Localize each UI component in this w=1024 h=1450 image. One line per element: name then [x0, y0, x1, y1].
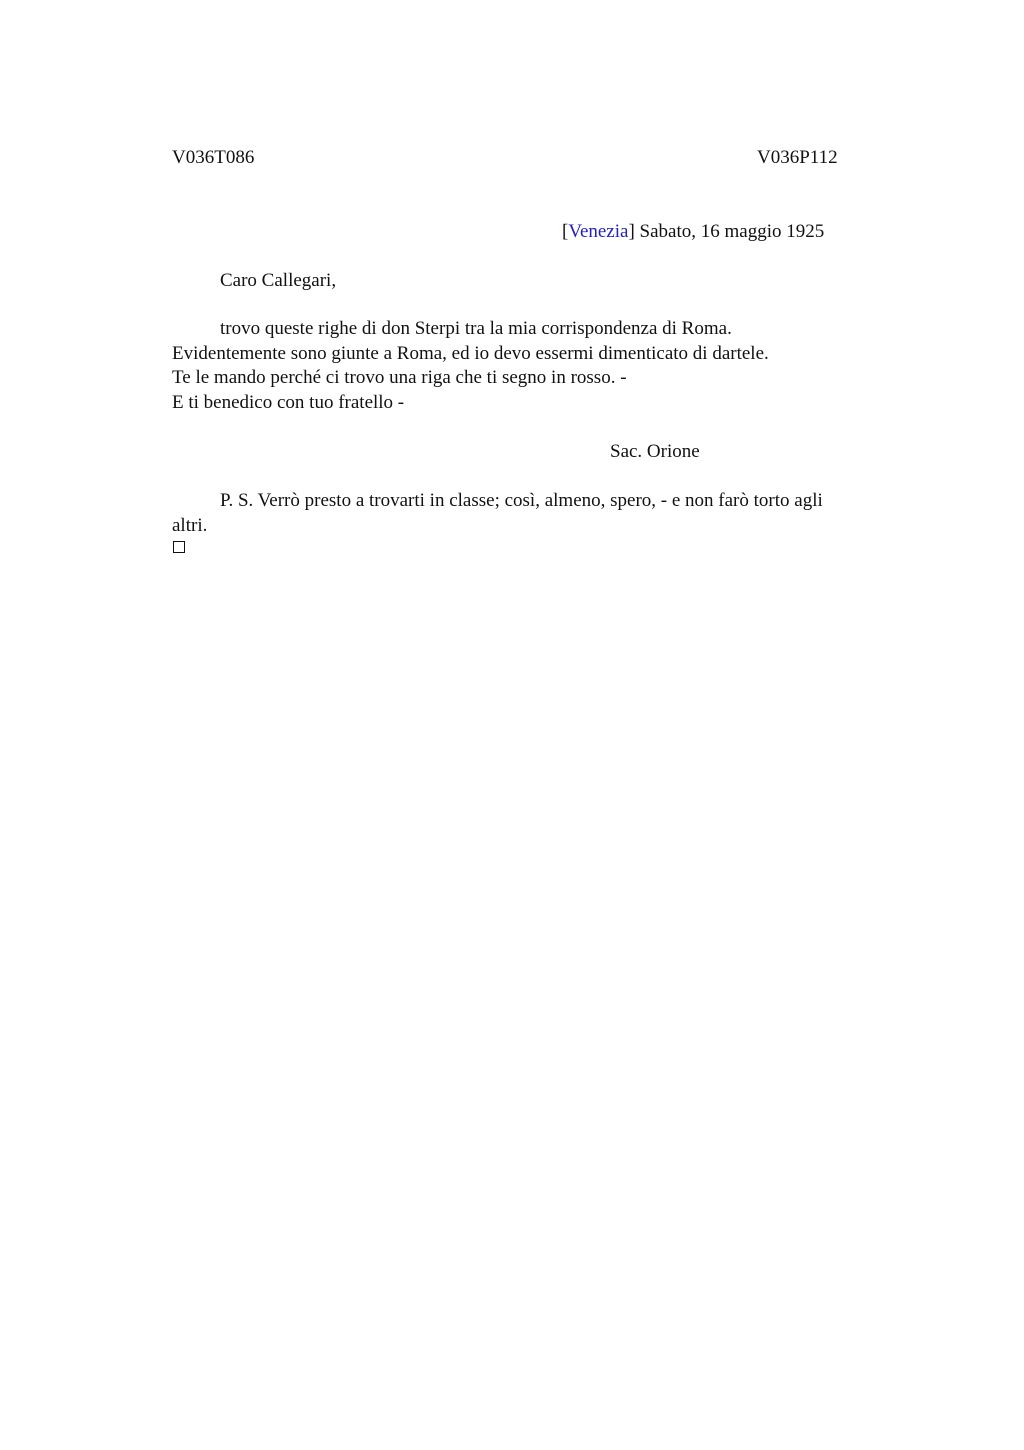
postscript-line: P. S. Verrò presto a trovarti in classe; così, almeno, spero, - e non farò torto agli	[220, 490, 823, 511]
postscript	[172, 489, 892, 538]
dateline-date: Sabato, 16 maggio 1925	[634, 221, 825, 242]
letter-body	[172, 317, 892, 415]
body-line: Te le mando perché ci trovo una riga che ti segno in rosso. -	[172, 367, 627, 389]
dateline-place: Venezia	[568, 221, 629, 242]
document-code-right: V036P112	[757, 147, 838, 168]
body-line: Evidentemente sono giunte a Roma, ed io devo essermi dimenticato di dartele.	[172, 342, 769, 364]
document-code-left: V036T086	[172, 147, 255, 168]
signature: Sac. Orione	[610, 441, 700, 462]
salutation: Caro Callegari,	[220, 270, 337, 291]
body-line: trovo queste righe di don Sterpi tra la mia corrispondenza di Roma.	[220, 318, 732, 339]
dateline	[562, 220, 824, 244]
square-outline-icon	[173, 541, 185, 553]
body-line: E ti benedico con tuo fratello -	[172, 391, 405, 413]
dateline-bracket-open: [	[562, 221, 569, 242]
postscript-line: altri.	[172, 514, 208, 536]
dateline-bracket-close: ]	[628, 221, 635, 242]
